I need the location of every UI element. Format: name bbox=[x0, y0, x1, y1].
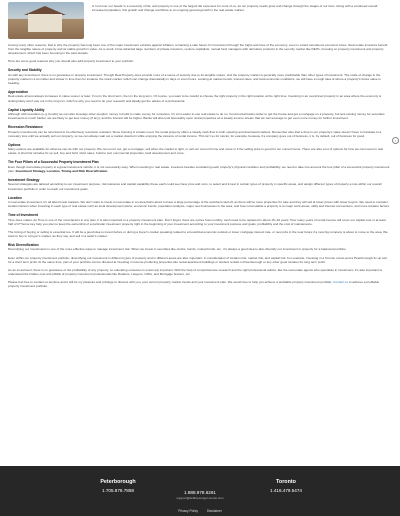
office-city: Toronto bbox=[276, 479, 296, 485]
section-heading: Investment Strategy bbox=[8, 178, 40, 183]
section-paragraph: Time does matter. As Time is one of the most factors in any plan, it is also important in a property investment plan. Don't forget, there are cycles how monthly, cash need to be replaced in about 15~20 years. How many years of rental income will cover our capital cost or at least half of it? Some key help you plan to keep the ownership of a particular investment property right in the beginning of your investment according to your investment purpose and goals, profitability and the cost of maintenance. bbox=[8, 217, 386, 226]
intro-block bbox=[8, 2, 390, 39]
section-paragraph: Property investments can be structured to be effectively recession resistant. Since housing is a basic need, the rental property offers a steady cash flow in both upswing and downward markets. Remember also that a drop in our property's value doesn't have to translate to a monetary loss until we actually sell our property, so we can always wait out a market downturn while enjoying the streams of rental income. This isn't so for stocks, for example, because if a company goes out of business, it is, by default, out of business for good. bbox=[8, 129, 382, 138]
paragraph-text: Please feel free to contact us anytime and it will be my pleasure and privilege to discuss with you, your current property market trends and your investment plan. We would love to help you achieve a profitable property investment portfolio. bbox=[8, 279, 333, 284]
section-paragraph: Several strategies are tailored according to our investment purpose, risk tolerance and capital capability these each could see have pros and cons, to select and invest in certain types of property in specific areas, and assign different types of property a role within our overall investment portfolio in order to reach our investment goals. bbox=[8, 182, 382, 191]
contact-us-link[interactable]: Contact us bbox=[333, 279, 348, 284]
disclaimer-link[interactable]: Disclaimer bbox=[206, 509, 222, 513]
section-paragraph bbox=[8, 280, 390, 288]
section-paragraph: Many options are available for what we can do with our property. We can rent it out, get a mortgage, sell when the market is right, or sell our current home and move in if the selling price is good for our current home. There are also a lot of options for how we can invest in real estate. A short list includes fix up sell, buy and hold, short sales, build to sell, commercial properties, land development and more. bbox=[8, 147, 383, 156]
paragraph-text: Even though real estate property is a great investment vehicle, it is not necessarily easy. When investing in real estate, investors besides considering each property's physical condition and profitability, we need to take into account the four pillar of a successful property investment plan: bbox=[8, 164, 390, 173]
office-phone[interactable]: 1.416.479.5474 bbox=[270, 488, 302, 493]
section-heading: Appreciation bbox=[8, 90, 29, 95]
section-heading: Location bbox=[8, 195, 22, 200]
paragraph-text: to achieve a profitable property investment portfolio. bbox=[8, 279, 380, 288]
footer-links bbox=[150, 509, 250, 513]
office-phone[interactable]: 1.705.876.7858 bbox=[102, 488, 134, 493]
section-paragraph: As with any investment, there is no guarantee in property investment. Though Real Property does provide more of a sense of security due to its tangible nature, and the property market is generally more predictable than other types of investment. The scale of change in the property market is a lot milder and slower in time than for instance the stock market, which can change dramatically in days or even hours. Looking at market trends, interest rates, and local economic conditions, we will have a rough idea of where a property's future value is heading. bbox=[8, 72, 381, 85]
house-body bbox=[28, 14, 62, 32]
section-paragraph: Even within our property investment portfolio, diversifying our investment in different types of property and in different areas are also important. In consideration of location risk, market risk, and capital risk. For example, investing in a Toronto condo and a Peterborough fix-up sell for a short term profit. At the same time, part of your portfolio can be directed at investing in income-producing properties like rental apartment buildings or student rentals in Peterborough or any other good location for long term profit. bbox=[8, 255, 387, 264]
main-contact bbox=[150, 490, 250, 500]
toll-free-phone[interactable]: 1.888.978.6261 bbox=[184, 490, 216, 495]
section-paragraph: Diversifying our investments is one of the more effective ways to manage investment risk. When we invest in securities like stocks, bonds, mutual funds, etc., it's always a good idea to also diversify our investment in property for a balanced portfolio. bbox=[8, 247, 347, 252]
section-paragraph: Real estate almost always increases in value sooner or later, if not in the short term, then in the long term. Of course, you want to be careful to choose the right property in the right location at the right time. Investing in an overpriced property in an area where the economy is sinking likely won't pay out in the long run, which is why you need to do your research and ideally get the advice of a professional. bbox=[8, 94, 382, 103]
section-heading: Time of Investment bbox=[8, 213, 38, 218]
section-paragraph: In real estate investment, it's all about local markets. We don't want to invest in real estate in an area that's about to have a large percentage of the workforce laid off, as there will be more properties for sale and they will sell at lower prices with fewer buyers. We need to consider location factors when investing in each type of real estate such as local development plans, economic trends, population analysis, major new businesses in the area, and how commutable a property is to major work areas, utility and internet connections, and more location factors. bbox=[8, 200, 390, 209]
house-photo bbox=[8, 2, 84, 39]
privacy-policy-link[interactable]: Privacy Policy bbox=[178, 509, 199, 513]
contact-email[interactable]: support@debbie-kruger.remax.com bbox=[176, 496, 224, 500]
intro-paragraph: A 'roof over our heads' is a necessity of life, and property is one of the largest life expenses for most of us, as our property needs grow and change through the stages of our lives. Along with a continued overall increased population, this growth and change contribute to an ongoing general growth in the real estate market. bbox=[92, 4, 378, 13]
sections bbox=[8, 68, 390, 288]
office-city: Peterborough bbox=[100, 479, 136, 485]
emphasis-text: Investment Strategy, Location, Timing and Risk Diversification. bbox=[15, 168, 109, 173]
section-heading: Recession Resistance bbox=[8, 125, 43, 130]
article bbox=[8, 0, 390, 288]
section-paragraph bbox=[8, 165, 390, 173]
section-paragraph: The timing of buying or selling is essential too. It will be a good idea to invest before or during a buyer's market speaking related to a beneficial economic outlook or lower mortgage interest rate, or new jobs in the near future if a new big company is about to move to the area. We want to buy in a buyer's market, as they say, and sell in a seller's market. bbox=[8, 229, 388, 238]
office-toronto bbox=[236, 479, 336, 493]
section-heading: Capital Liquidity Ability bbox=[8, 107, 45, 112]
paragraph: Here are some good reasons why you should also add property investment to your portfolio: bbox=[8, 59, 134, 64]
expand-icon[interactable]: › bbox=[392, 137, 399, 144]
section-paragraph: As an investment, there is no guarantee of the profitability of any property, so educating ourselves is extremely important. With the help of comprehensive research and the right professional advice, like the real estate agents who specialize in investment, it's also important to understand the hidden cost and pitfalls of property investment professionals like Realtors, Lawyers, CPAs, and Mortgage brokers, etc. bbox=[8, 267, 383, 276]
section-paragraph: Although with securities (e.g. bonds) we can also leverage other peoples' money to build to make money for ourselves, it's a lot easier to use real estate to do so. Commercial banks prefer to get the house and get a mortgage on a property, but lent-owning money for securities investments is much harder, we are likely to get less money (if any), and the interest will be higher. Banks will also look favourably upon rental properties as a steady income stream that we can leverage to get even more money for further investment. bbox=[8, 112, 385, 121]
section-heading: Risk Diversification bbox=[8, 243, 39, 247]
paragraph: Among many other reasons, that is why the property has long been one of the major investment vehicles against inflation, remaining a safe haven for investment through the highs and lows of the economy, even in extant tumultuous economic times. Real estate investors benefit from the tangible nature of property and its stable growth in value. As a result, it has attracted large numbers of private investors, venture capitalists, mutual fund managers with derivative products in the security market like REITs, focusing on property investment and property development, which has been booming in the past decade. bbox=[8, 43, 388, 56]
section-heading: The Four Pillars of a Successful Property Investment Plan bbox=[8, 160, 99, 165]
section-heading: Options bbox=[8, 142, 21, 147]
footer bbox=[0, 466, 400, 516]
section-heading: Security and Stability bbox=[8, 68, 42, 73]
